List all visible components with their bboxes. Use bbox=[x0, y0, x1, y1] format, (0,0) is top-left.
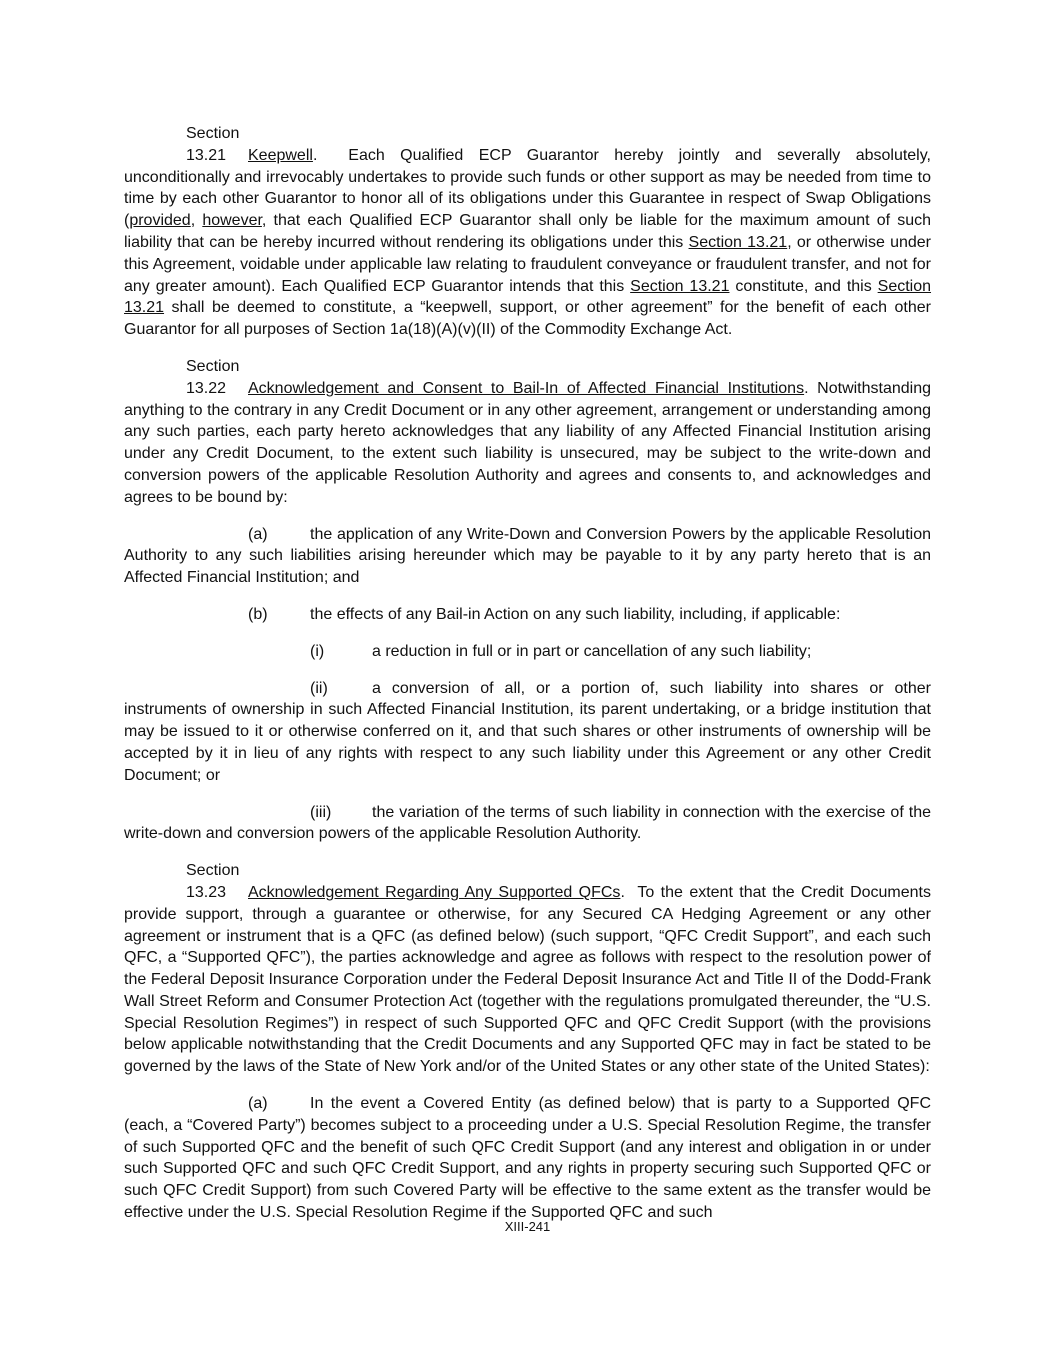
clause-label: (a) bbox=[248, 1095, 268, 1113]
subclause-label: (ii) bbox=[310, 679, 328, 697]
clause-a: (a) the application of any Write-Down and Conversion Powers by the applicable Resolution Authority to any such liabilities arising hereunder which may be payable to it by any party hereto that is an Affected Financial Institution; and bbox=[124, 525, 931, 587]
subclause-label: (i) bbox=[310, 642, 325, 660]
section-reference: Section 13.21 bbox=[124, 277, 932, 317]
section-number: Section 13.22 bbox=[186, 357, 240, 397]
clause-label: (b) bbox=[248, 605, 268, 623]
subclause-iii: (iii) the variation of the terms of such liability in connection with the exercise of the write-down and conversion powers of the applicable Resolution Authority. bbox=[124, 803, 931, 843]
subclause-i: (i) a reduction in full or in part or cancellation of any such liability; bbox=[124, 641, 931, 663]
section-13-23-paragraph: Section 13.23 Acknowledgement Regarding Any Supported QFCs. To the extent that the Credit Documents provide support, through a guarantee or otherwise, for any Secured CA Hedging Agreement or any other agreement or instrument that is a QFC (as defined below) (such support, “QFC Credit Support”, and each such QFC, a “Supported QFC”), the parties acknowledge and agree as follows with respect to the resolution power of the Federal Deposit Insurance Corporation under the Federal Deposit Insurance Act and Title II of the Dodd-Frank Wall Street Reform and Consumer Protection Act (together with the regulations promulgated thereunder, the “U.S. Special Resolution Regimes”) in respect of such Supported QFC and QFC Credit Support (with the provisions below applicable notwithstanding that the Credit Documents and any Supported QFC may in fact be stated to be governed by the laws of the State of New York and/or of the United States or any other state of the United States): bbox=[124, 862, 932, 1076]
section-number: Section 13.21 bbox=[186, 125, 240, 164]
clause-a: (a) In the event a Covered Entity (as defined below) that is party to a Supported QFC (each, a “Covered Party”) becomes subject to a proceeding under a U.S. Special Resolution Regime, the transfer of such Supported QFC and the benefit of such QFC Credit Support (and any interest and obligation in or under such Supported QFC and such QFC Credit Support, and any rights in property securing such Supported QFC or such QFC Credit Support) from such Covered Party will be effective to the same extent as the transfer would be effective under the U.S. Special Resolution Regime if the Supported QFC and such bbox=[124, 1095, 931, 1222]
section-title: Acknowledgement and Consent to Bail-In of Affected Financial Institutions bbox=[248, 379, 805, 397]
section-reference: Section 13.21 bbox=[630, 277, 730, 295]
clause-b: (b) the effects of any Bail-in Action on any such liability, including, if applicable: bbox=[124, 604, 931, 626]
subclause-label: (iii) bbox=[310, 803, 332, 821]
section-reference: Section 13.21 bbox=[688, 233, 788, 251]
clause-label: (a) bbox=[248, 525, 268, 543]
section-13-21-paragraph: Section 13.21 Keepwell. Each Qualified ECP Guarantor hereby jointly and severally absolutely, unconditionally and irrevocably undertakes to provide such funds or other support as may be needed from time to time by each other Guarantor to honor all of its obligations under this Guarantee in respect of Swap Obligations (provided, however, that each Qualified ECP Guarantor shall only be liable for the maximum amount of such liability that can be hereby incurred without rendering its obligations under this Section 13.21, or otherwise under this Agreement, voidable under applicable law relating to fraudulent conveyance or fraudulent transfer, and not for any greater amount). Each Qualified ECP Guarantor intends that this Section 13.21 constitute, and this Section 13.21 shall be deemed to constitute, a “keepwell, support, or other agreement” for the benefit of each other Guarantor for all purposes of Section 1a(18)(A)(v)(II) of the Commodity Exchange Act. bbox=[124, 125, 932, 339]
section-title: Acknowledgement Regarding Any Supported QFCs bbox=[248, 883, 621, 901]
section-title: Keepwell bbox=[248, 146, 313, 164]
section-number: Section 13.23 bbox=[186, 862, 240, 901]
subclause-ii: (ii) a conversion of all, or a portion of, such liability into shares or other instruments of ownership in such Affected Financial Institution, its parent undertaking, or a bridge institution that may be issued to it or otherwise conferred on it, and that such shares or other instruments of ownership will be accepted by it in lieu of any rights with respect to any such liability under this Agreement or any other Credit Document; or bbox=[124, 679, 931, 784]
document-page bbox=[124, 123, 931, 1239]
section-13-22-paragraph: Section 13.22 Acknowledgement and Consent to Bail-In of Affected Financial Institutions. Notwithstanding anything to the contrary in any Credit Document or in any other agreement, arrangement or understanding among any such parties, each party hereto acknowledges that any liability of any Affected Financial Institution arising under any Credit Document, to the extent such liability is unsecured, may be subject to the write-down and conversion powers of the applicable Resolution Authority and agrees and consents to, and acknowledges and agrees to be bound by: bbox=[124, 357, 932, 506]
page-number: XIII-241 bbox=[504, 1219, 551, 1234]
